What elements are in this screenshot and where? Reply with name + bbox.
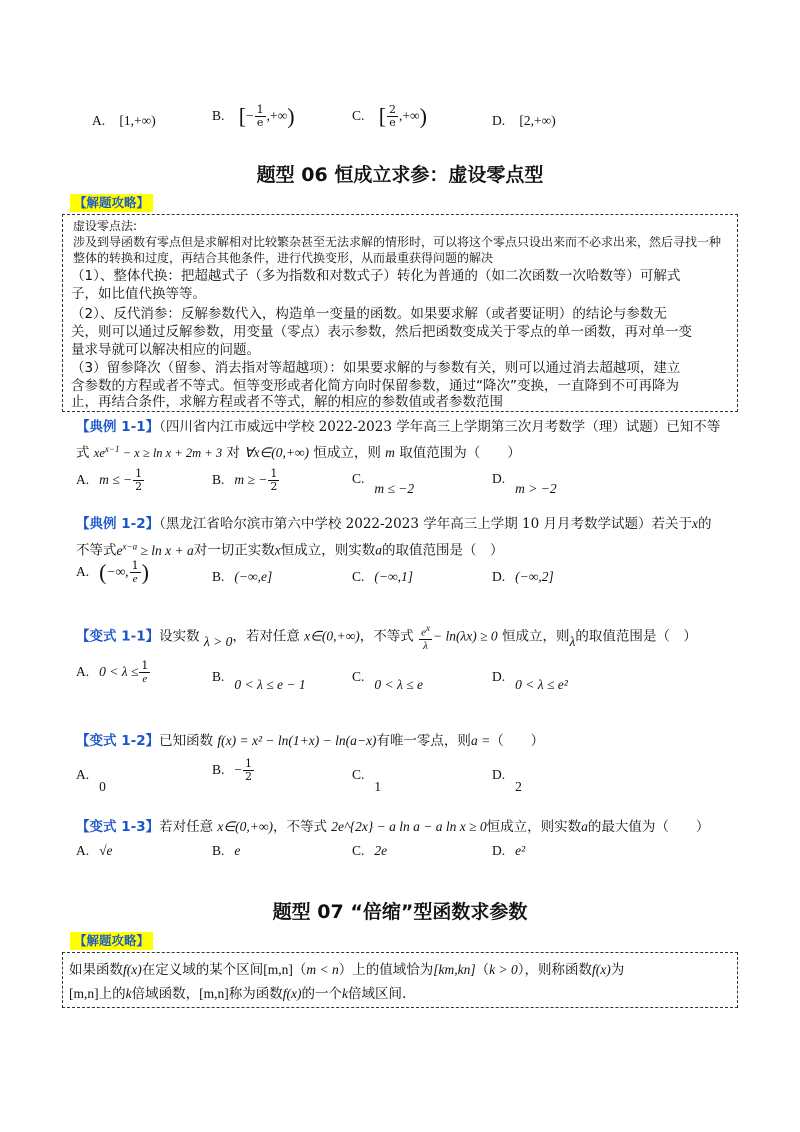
variant-1-3-line: 【变式 1-3】若对任意 x∈(0,+∞)，不等式 2e^{2x} − a ln a − a ln x ≥ 0恒成立，则实数a的最大值为（ ） [76,819,710,835]
example-1-2-line2: 不等式$e^{x-a} \ge \ln x + a$对一切正实数x恒成立，则实数a的取值范围是（ ） [76,541,504,559]
example-1-2-option-c: C. (−∞,1] [352,569,413,584]
variant-1-2-option-c: C.1 [352,767,382,794]
box07-line-2: [m,n]上的k倍域函数，[m,n]称为函数f(x)的一个k倍域区间. [69,986,407,1002]
box-big-line-5: 量求导就可以解决相应的问题。 [71,342,260,358]
box-big-line-3: （2）、反代消参：反解参数代入，构造单一变量的函数。如果要求解（或者要证明）的结论与参数无 [71,306,667,322]
variant-1-2-option-b: B. − $\frac{1}{2}$ [212,757,253,783]
example-1-1-line2: 式 $xe^{x-1} - x \ge \ln x + 2m + 3$ 对 ∀x∈(0,+∞) 恒成立，则 m 取值范围为（ ） [76,444,521,462]
box-big-line-8: 止，再结合条件，求解方程或者不等式，解的相应的参数值或者参数范围 [71,394,503,410]
variant-1-3-option-b: B. e [212,843,241,858]
box-line-3: 整体的转换和过度，再结合其他条件，进行代换变形，从而最重获得问题的解决 [73,251,494,265]
example-1-1-option-b: B. m ≥ − $\frac{1}{2}$ [212,467,278,493]
variant-1-1-line: 【变式 1-1】设实数 λ > 0，若对任意 x∈(0,+∞)，不等式 $\frac{e^x}{\lambda}$ − ln(λx) ≥ 0 恒成立，则λ的取值范围是（ ） [76,623,697,652]
strategy-tag-07: 【解题攻略】 [70,932,153,950]
box-big-line-4: 关，则可以通过反解参数，用变量（零点）表示参数，然后把函数变成关于零点的单一函数，再对单一变 [71,324,692,340]
prev-option-c: C. [ $\frac{2}{e}$ ,+∞) [352,103,427,129]
prev-option-b: B. [− $\frac{1}{e}$ ,+∞) [212,103,295,129]
prev-option-d: D. [2,+∞) [492,113,556,128]
section-title-07: 题型 07 “倍缩”型函数求参数 [272,901,528,923]
box-big-line-7: 含参数的方程或者不等式。恒等变形或者化简方向时保留参数，通过“降次”变换，一直降到不可再降为 [71,378,679,394]
variant-1-2-line: 【变式 1-2】已知函数 f(x) = x² − ln(1+x) − ln(a−x)有唯一零点，则a =（ ） [76,733,545,749]
example-1-2-option-b: B. (−∞,e] [212,569,273,584]
example-1-1-line1: 【典例 1-1】（四川省内江市威远中学校 2022-2023 学年高三上学期第三次月考数学（理）试题）已知不等 [76,419,721,435]
variant-1-1-option-d: D.0 < λ ≤ e² [492,669,568,692]
variant-1-3-option-d: D. e² [492,843,526,858]
box-line-2: 涉及到导函数有零点但是求解相对比较繁杂甚至无法求解的情形时，可以将这个零点只设出来而不必求出来，然后寻找一种 [73,235,722,249]
variant-1-1-option-a: A. 0 < λ ≤ $\frac{1}{e}$ [76,659,149,685]
example-1-2-line1: 【典例 1-2】（黑龙江省哈尔滨市第六中学校 2022-2023 学年高三上学期 10 月月考数学试题）若关于x的 [76,516,712,532]
example-1-2-option-d: D. (−∞,2] [492,569,554,584]
example-1-1-option-c: C.m ≤ −2 [352,471,415,496]
section-title-06: 题型 06 恒成立求参：虚设零点型 [256,164,544,186]
example-1-1-option-d: D.m > −2 [492,471,557,496]
example-1-2-option-a: A. (−∞, $\frac{1}{e}$ ) [76,559,149,585]
variant-1-3-option-c: C. 2e [352,843,388,858]
variant-1-1-option-b: B.0 < λ ≤ e − 1 [212,669,306,692]
box-big-line-6: （3）留参降次（留参、消去指对等超越项）：如果要求解的与参数有关，则可以通过消去超越项，建立 [71,360,681,376]
box07-line-1: 如果函数f(x)在定义域的某个区间[m,n]（m < n）上的值域恰为[km,kn]（k > 0），则称函数f(x)为 [69,962,625,978]
strategy-tag-06: 【解题攻略】 [70,194,153,212]
example-1-1-option-a: A. m ≤ − $\frac{1}{2}$ [76,467,143,493]
strategy-box-06 [62,214,738,412]
box-big-line-2: 子，如比值代换等等。 [71,286,206,302]
variant-1-2-option-d: D.2 [492,767,522,794]
variant-1-3-option-a: A. √e [76,843,113,858]
box-big-line-1: （1）、整体代换：把超越式子（多为指数和对数式子）转化为普通的（如二次函数一次哈数等）可解式 [71,268,681,284]
variant-1-1-option-c: C.0 < λ ≤ e [352,669,423,692]
strategy-box-07 [62,952,738,1008]
variant-1-2-option-a: A.0 [76,767,106,794]
prev-option-a: A. [1,+∞) [92,113,156,128]
box-line-1: 虚设零点法: [73,219,138,233]
